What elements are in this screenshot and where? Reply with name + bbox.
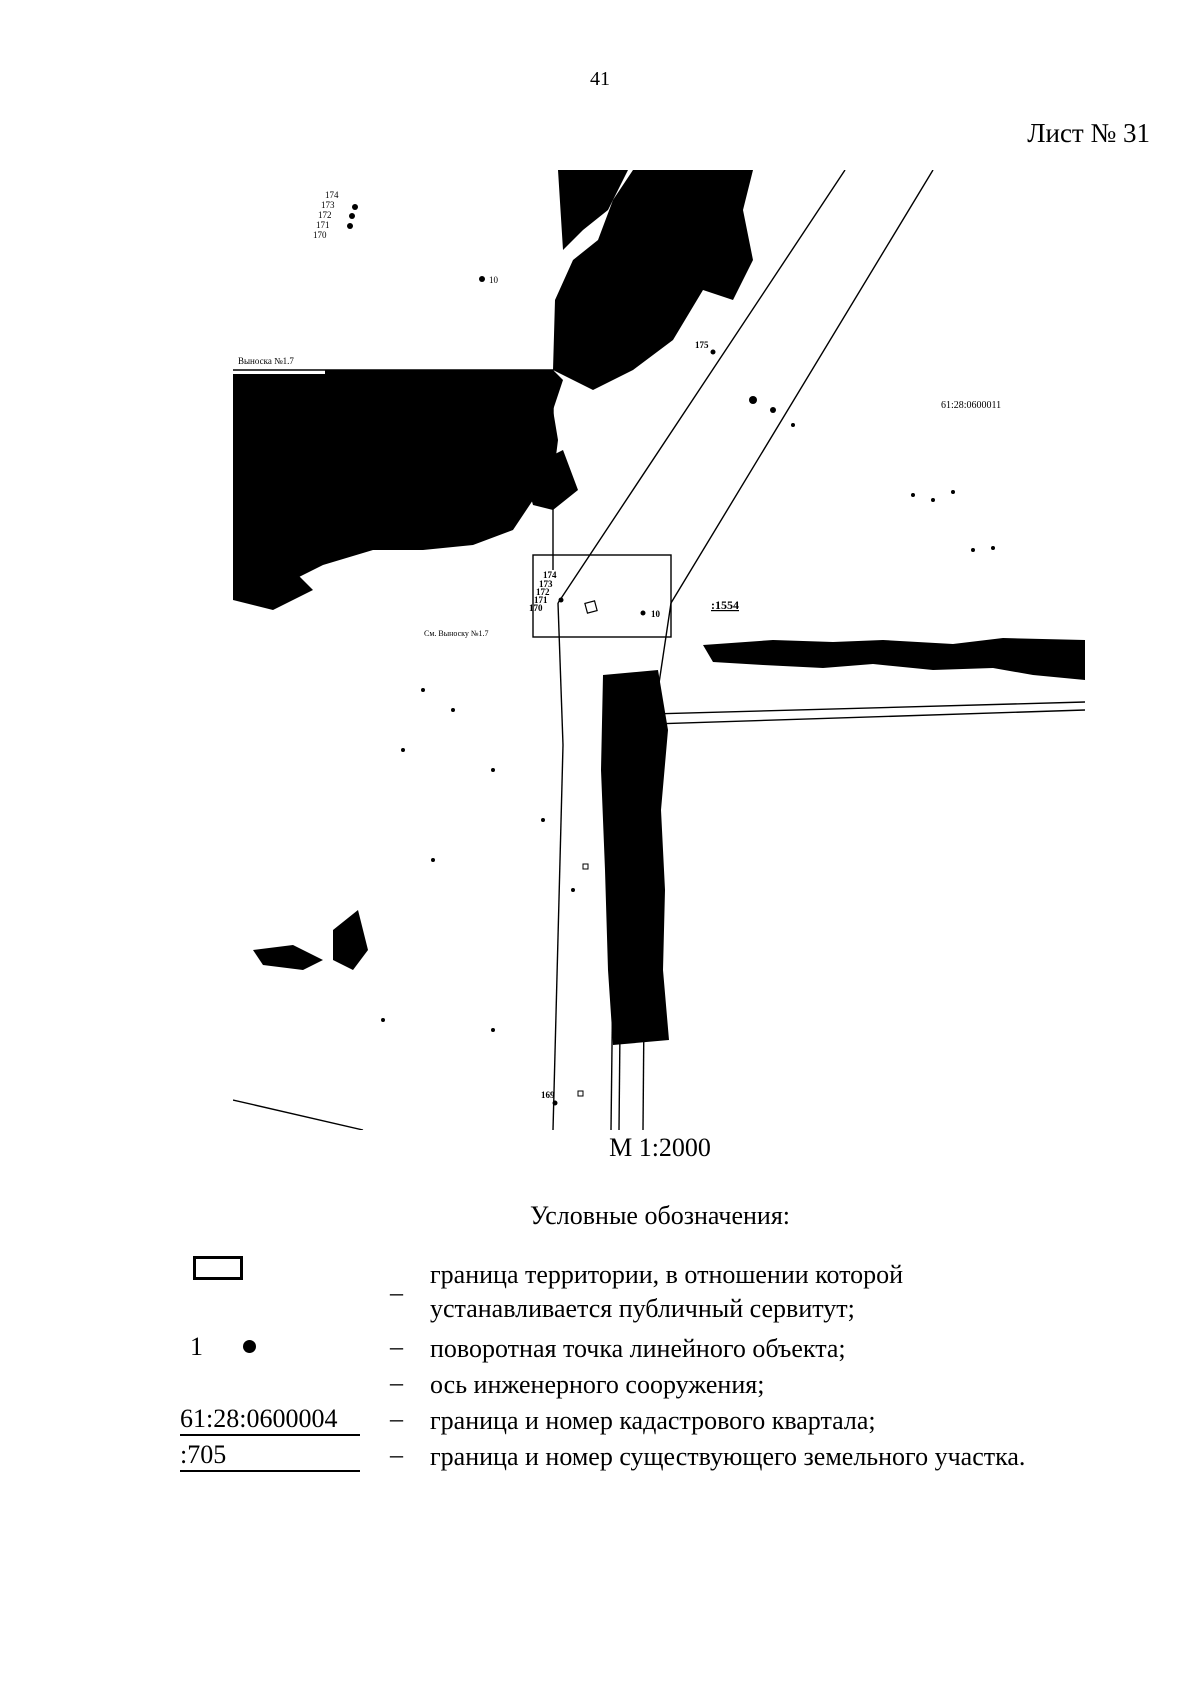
legend-text-boundary-line2: устанавливается публичный сервитут; — [430, 1294, 855, 1323]
point-dot-icon — [243, 1340, 256, 1353]
point-label-box-170: 170 — [529, 603, 543, 613]
point-cluster-top — [313, 190, 499, 285]
callout-top-label: Выноска №1.7 — [238, 356, 294, 366]
servitude-boundary-box — [533, 555, 671, 637]
point-label-10: 10 — [489, 275, 498, 285]
point-label-top-170: 170 — [313, 230, 327, 240]
legend-quarter-number: 61:28:0600004 — [180, 1404, 360, 1436]
legend-dash: – — [390, 1440, 403, 1469]
point-169-dot — [553, 1101, 558, 1106]
point-label-top-172: 172 — [318, 210, 332, 220]
map-svg — [233, 170, 1085, 1130]
legend-dash: – — [390, 1332, 403, 1361]
page-number: 41 — [590, 68, 610, 90]
point-label-box-172: 172 — [536, 587, 550, 597]
settlement-label-1: поселение — [301, 505, 355, 519]
point-label-top-174: 174 — [325, 190, 339, 200]
legend-title: Условные обозначения: — [529, 1201, 791, 1230]
point-label-box-173: 173 — [539, 579, 553, 589]
legend-parcel-number: :705 — [180, 1440, 360, 1472]
boundary-rect-icon — [193, 1256, 243, 1280]
map-scale: М 1:2000 — [609, 1133, 711, 1162]
legend-dash: – — [390, 1404, 403, 1433]
parcel-number-label: :1554 — [711, 598, 739, 612]
sheet-label: Лист № 31 — [1027, 118, 1150, 148]
point-label-169: 169 — [541, 1090, 555, 1100]
settlement-label-2: района — [338, 521, 374, 535]
point-label-175: 175 — [695, 340, 709, 350]
legend-text-point: поворотная точка линейного объекта; — [430, 1334, 846, 1363]
legend-text-parcel: граница и номер существующего земельного участка. — [430, 1442, 1026, 1471]
legend-point-number: 1 — [190, 1332, 203, 1361]
point-label-top-173: 173 — [321, 200, 335, 210]
legend-text-boundary — [430, 1258, 1150, 1326]
small-marker — [578, 1091, 583, 1096]
point-10-dot — [479, 276, 485, 282]
map-frame — [233, 170, 1085, 1130]
legend-dash: – — [390, 1368, 403, 1397]
legend-text-quarter: граница и номер кадастрового квартала; — [430, 1406, 876, 1435]
legend-text-boundary-line1: граница территории, в отношении которой — [430, 1260, 904, 1289]
vegetation-dark-left — [233, 170, 753, 970]
small-parcel-box — [585, 601, 597, 613]
point-label-box-174: 174 — [543, 570, 557, 580]
point-label-top-171: 171 — [316, 220, 330, 230]
legend-text-axis: ось инженерного сооружения; — [430, 1370, 765, 1399]
point-label-box-171: 171 — [534, 595, 548, 605]
small-marker-2 — [583, 864, 588, 869]
point-label-box-10: 10 — [651, 609, 660, 619]
quarter-number-label: 61:28:0600011 — [941, 400, 1002, 411]
see-callout-label: См. Выноску №1.7 — [424, 629, 489, 638]
legend-dash: – — [390, 1278, 403, 1307]
vegetation-dark-strip — [601, 638, 1085, 1045]
point-175-dot — [711, 350, 716, 355]
